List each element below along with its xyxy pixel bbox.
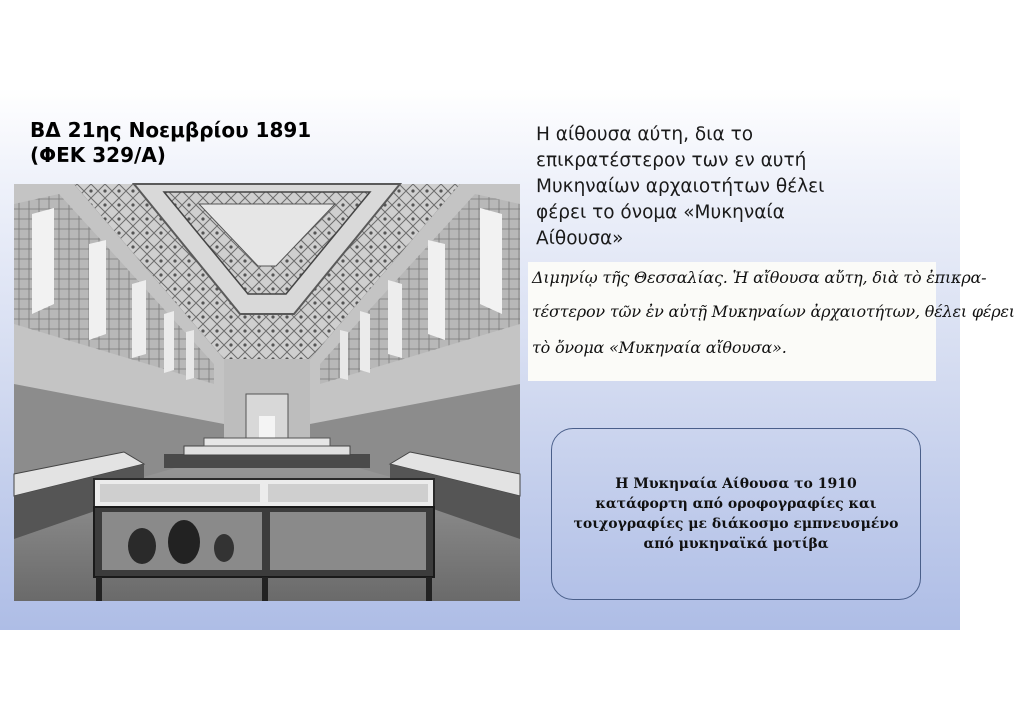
caption-box — [551, 428, 921, 600]
clipping-line-2: τέστερον τῶν ἐν αὐτῇ Μυκηναίων ἀρχαιοτήτων, θέλει φέρει — [532, 302, 1015, 321]
museum-hall-photo — [14, 184, 520, 601]
quote-line-5: Αίθουσα» — [536, 228, 624, 249]
clipping-line-3: τὸ ὄνομα «Μυκηναία αἴθουσα». — [532, 338, 787, 357]
newspaper-clipping — [528, 262, 1015, 381]
caption-line-3: τοιχογραφίες με διάκοσμο εμπνευσμένο — [573, 516, 899, 532]
quote-line-2: επικρατέστερον των εν αυτή — [536, 150, 807, 171]
quote-line-3: Μυκηναίων αρχαιοτήτων θέλει — [536, 176, 825, 197]
quote-line-4: φέρει το όνομα «Μυκηναία — [536, 202, 785, 223]
quote-text — [536, 122, 946, 252]
slide-title — [30, 118, 500, 168]
clipping-line-1: Διμηνίῳ τῆς Θεσσαλίας. Ἡ αἴθουσα αὔτη, διὰ τὸ ἐπικρα- — [532, 268, 987, 287]
title-line-1: ΒΔ 21ης Νοεμβρίου 1891 — [30, 118, 312, 142]
caption-line-1: Η Μυκηναία Αίθουσα το 1910 — [615, 476, 857, 492]
title-line-2: (ΦΕΚ 329/Α) — [30, 143, 166, 167]
quote-line-1: Η αίθουσα αύτη, δια το — [536, 124, 754, 145]
caption-line-2: κατάφορτη από οροφογραφίες και — [595, 496, 877, 512]
caption-line-4: από μυκηναϊκά μοτίβα — [643, 536, 829, 552]
